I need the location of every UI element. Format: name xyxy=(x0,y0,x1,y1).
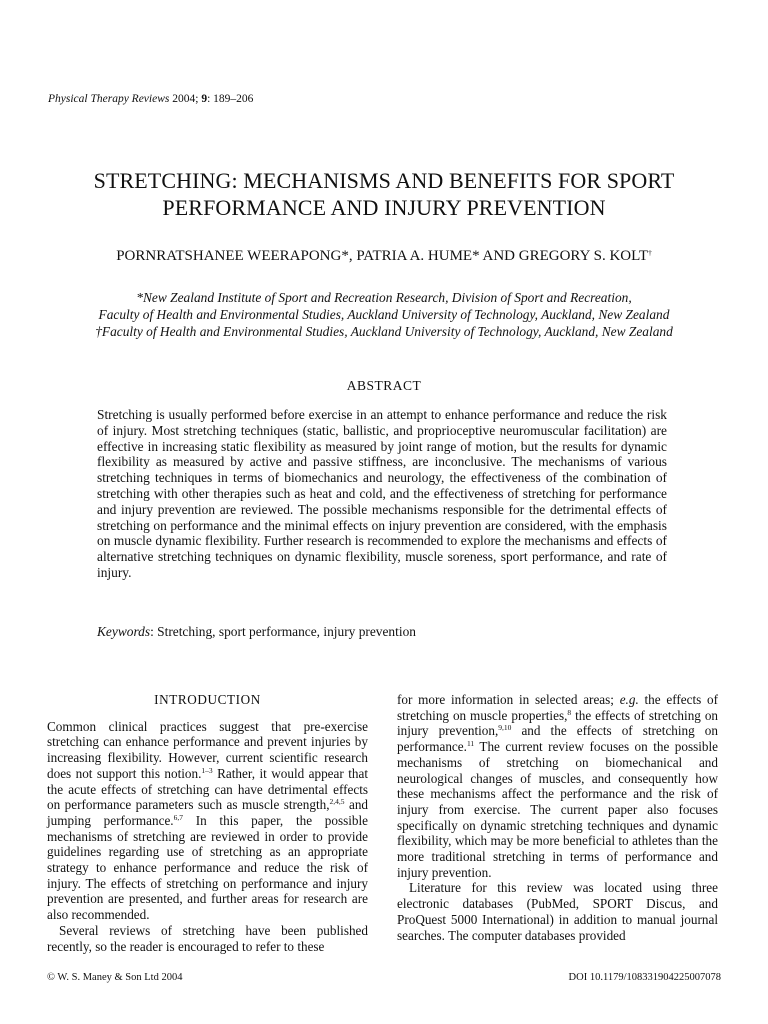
title-line-2: PERFORMANCE AND INJURY PREVENTION xyxy=(162,195,606,220)
affiliation-1: *New Zealand Institute of Sport and Recreation Research, Division of Sport and Recreation, xyxy=(136,290,632,305)
journal-citation: Physical Therapy Reviews 2004; 9: 189–206 xyxy=(48,93,254,105)
citation-ref: 11 xyxy=(466,739,475,749)
citation-ref: 8 xyxy=(567,707,572,717)
copyright-footer: © W. S. Maney & Son Ltd 2004 xyxy=(47,972,183,983)
right-paragraph-2: Literature for this review was located using three electronic databases (PubMed, SPORT Discus, and ProQuest 5000 International) in addition to manual journal searches. The computer databases provided xyxy=(397,880,718,943)
keywords xyxy=(97,624,416,640)
intro-paragraph-2: Several reviews of stretching have been published recently, so the reader is encouraged to refer to these xyxy=(47,922,368,954)
doi-footer: DOI 10.1179/108331904225007078 xyxy=(568,972,721,983)
journal-volume: 9 xyxy=(201,93,208,105)
affiliation-2: Faculty of Health and Environmental Studies, Auckland University of Technology, Auckland, New Zealand xyxy=(98,307,670,322)
paper-title xyxy=(30,167,738,221)
intro-heading: INTRODUCTION xyxy=(154,692,261,707)
abstract-text: Stretching is usually performed before exercise in an attempt to enhance performance and reduce the risk of injury. Most stretching techniques (static, ballistic, and proprioceptive neuromuscular facilitation) are effective in increasing static flexibility as measured by joint range of motion, but the results for dynamic flexibility as measured by active and passive stiffness, are inconclusive. The mechanisms of various stretching techniques in terms of biomechanics and neurology, the effectiveness of the combination of stretching with other therapies such as heat and cold, and the effectiveness of stretching for performance and injury prevention are reviewed. The possible mechanisms responsible for the detrimental effects of stretching on performance and the minimal effects on injury prevention are considered, with the emphasis on muscle dynamic flexibility. Further research is recommended to explore the mechanisms and effects of alternative stretching techniques on dynamic flexibility, muscle soreness, sport performance, and rate of injury. xyxy=(97,407,667,580)
authors-text: PORNRATSHANEE WEERAPONG*, PATRIA A. HUME* AND GREGORY S. KOLT xyxy=(116,248,649,264)
left-column xyxy=(47,692,368,954)
abstract-heading: ABSTRACT xyxy=(346,378,422,393)
affiliations xyxy=(30,289,738,340)
citation-ref: 2,4,5 xyxy=(329,797,345,807)
right-paragraph-1: for more information in selected areas; e.g. the effects of stretching on muscle properties,$^8$ the effects of stretching on injury prevention,$^{9,10}$ and the effects of stretching on performance.$^{11}$ The current review focuses on the possible mechanisms of stretching on biomechanical and neurological changes of muscles, and consequently how these mechanisms affect the performance and the risk of injury from exercise. The current paper also focuses specifically on dynamic stretching techniques and dynamic flexibility, which may be more beneficial to athletes than the more traditional stretching in terms of performance and injury prevention. xyxy=(397,692,719,880)
journal-year: 2004; xyxy=(172,93,199,105)
journal-name: Physical Therapy Reviews xyxy=(48,93,170,105)
keywords-text: : Stretching, sport performance, injury prevention xyxy=(150,624,416,639)
keywords-label: Keywords xyxy=(97,624,151,639)
right-column xyxy=(397,692,718,943)
journal-pages: 189–206 xyxy=(213,93,254,105)
citation-ref: 6,7 xyxy=(173,812,183,822)
citation-ref: 9,10 xyxy=(498,723,512,733)
affiliation-3: †Faculty of Health and Environmental Studies, Auckland University of Technology, Auckland, New Zealand xyxy=(95,324,673,339)
author-dagger: † xyxy=(648,248,652,257)
citation-ref: 1–3 xyxy=(201,765,213,775)
intro-paragraph-1: Common clinical practices suggest that pre-exercise stretching can enhance performance and prevent injuries by increasing flexibility. However, current scientific research does not support this notion.$^{1-3}$ Rather, it would appear that the acute effects of stretching can have detrimental effects on performance parameters such as muscle strength,$^{2,4,5}$ and jumping performance.$^{6,7}$ In this paper, the possible mechanisms of stretching are reviewed in order to provide guidelines regarding use of stretching as an appropriate strategy to enhance performance and reduce the risk of injury. The effects of stretching on performance and injury prevention are presented, and further areas for research are also recommended. xyxy=(47,718,369,923)
title-line-1: STRETCHING: MECHANISMS AND BENEFITS FOR SPORT xyxy=(93,168,675,193)
author-list xyxy=(30,248,738,265)
